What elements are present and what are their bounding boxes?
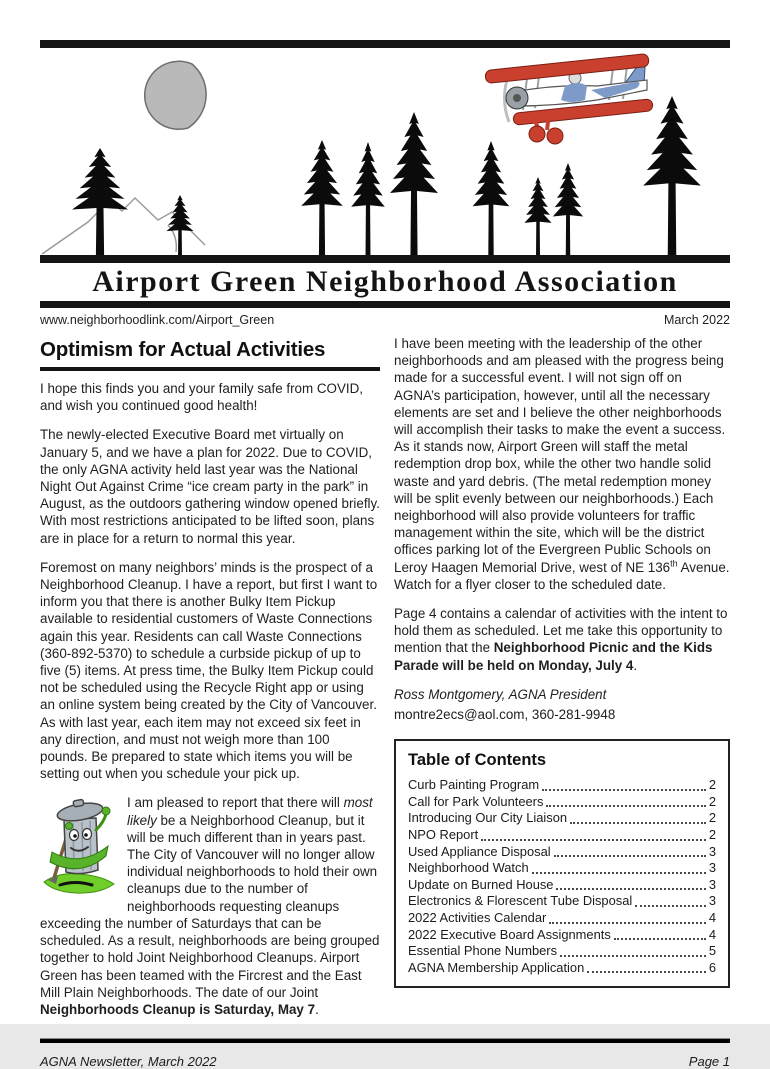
toc-entry-page: 3: [708, 843, 716, 859]
toc-entry: [408, 927, 716, 944]
toc-entry-page: 5: [708, 943, 716, 959]
paragraph-with-mascot: [40, 794, 380, 1018]
toc-entry: [408, 810, 716, 827]
masthead-info-row: [40, 313, 730, 327]
toc-leader-dots: [549, 922, 706, 924]
paragraph: I hope this finds you and your family safe from COVID, and wish you continued good health!: [40, 381, 364, 414]
paragraph-text: Avenue. Watch for a flyer closer to the scheduled date.: [394, 559, 730, 592]
toc-entry-label: Electronics & Florescent Tube Disposal: [408, 893, 633, 909]
left-column: [40, 335, 380, 1030]
title-rule: [40, 301, 730, 308]
paragraph-text-bold: Neighborhood Picnic and the Kids Parade will be held on Monday, July 4: [394, 640, 713, 673]
paragraph-text-italic: most likely: [127, 795, 373, 828]
toc-entry-label: 2022 Activities Calendar: [408, 910, 547, 926]
toc-leader-dots: [554, 855, 706, 857]
toc-title: Table of Contents: [408, 751, 547, 770]
paragraph-text: I am pleased to report that there will: [127, 795, 344, 811]
toc-entry-page: 4: [708, 910, 716, 926]
toc-entry: [408, 960, 716, 977]
paragraph: The newly-elected Executive Board met virtually on January 5, and we have a plan for 2022. Due to COVID, the only AGNA activity held last year was the National Night Out Against Crime “ice cream party in the park” in August, as the outdoors gathering window opened briefly. With most restrictions anticipated to be lifted soon, plans are in place for a return to normal this year.: [40, 427, 380, 546]
toc-entry: [408, 860, 716, 877]
toc-entry-label: Essential Phone Numbers: [408, 943, 558, 959]
toc-leader-dots: [532, 872, 706, 874]
article-heading: Optimism for Actual Activities: [40, 338, 326, 361]
toc-leader-dots: [556, 888, 705, 890]
paragraph: Foremost on many neighbors’ minds is the prospect of a Neighborhood Cleanup. I have a report, but first I want to inform you that there is another Bulky Item Pickup available to residential customers of Waste Connections again this year. Residents can call Waste Connections (360-892-5370) to schedule a curbside pickup of up to five (5) items. At press time, the Bulky Item Pickup could not be scheduled using the Recycle Right app or using an online system being created by the City of Vancouver. As with last year, each item may not exceed six feet in any direction, and must not weigh more than 100 pounds. Be prepared to state which items you will be setting out when you schedule your pick up.: [40, 559, 378, 782]
toc-leader-dots: [614, 938, 706, 940]
toc-entry-page: 6: [708, 959, 716, 975]
toc-entry: [408, 777, 716, 794]
masthead-ground-bar: [40, 255, 730, 263]
paragraph-text: .: [633, 657, 638, 673]
footer-newsletter-label: AGNA Newsletter, March 2022: [40, 1054, 217, 1069]
toc-entry: [408, 910, 716, 927]
toc-leader-dots: [542, 789, 706, 791]
paragraph-text-bold: Neighborhoods Cleanup is Saturday, May 7: [40, 1001, 316, 1017]
toc-entry-page: 3: [708, 893, 716, 909]
toc-entry-page: 4: [708, 926, 716, 942]
toc-leader-dots: [546, 805, 705, 807]
heading-rule: [40, 367, 380, 371]
toc-entry-page: 2: [708, 777, 716, 793]
masthead-top-bar: [40, 40, 730, 48]
paragraph: [394, 605, 730, 674]
right-column: [394, 335, 730, 1030]
page-footer: [40, 1054, 730, 1069]
toc-entry-label: AGNA Membership Application: [408, 959, 585, 975]
toc-entry-label: Used Appliance Disposal: [408, 843, 551, 859]
table-of-contents: [394, 739, 730, 988]
toc-entry: [408, 794, 716, 811]
toc-entry-page: 2: [708, 793, 716, 809]
paragraph-text: I have been meeting with the leadership of the other neighborhoods and am pleased with the progress being made for a successful event. I will not sign off on AGNA’s participation, however, until all the necessary elements are set and I believe the other neighborhoods will accomplish their tasks to make the event a success. As it stands now, Airport Green will staff the metal redemption drop box, while the other two handle solid waste and yard debris. (The metal redemption money will be split evenly between our neighborhoods.) Each neighborhood will also provide volunteers for traffic management within the site, which will be the district offices parking lot of the Evergreen Public Schools on Leroy Haagen Memorial Drive, west of NE 136: [394, 336, 726, 575]
paragraph-text: be a Neighborhood Cleanup, but it will be much different than in years past. The City of Vancouver will no longer allow individual neighborhoods to hold their own cleanups due to the number of neighborhoods requesting cleanups exceeding the number of Saturdays that can be scheduled. As a result, neighborhoods are being grouped together to hold Joint Neighborhood Cleanups. Airport Green has been teamed with the Fircrest and the East Mill Plain Neighborhoods. The date of our Joint: [40, 812, 380, 1000]
toc-leader-dots: [635, 905, 706, 907]
toc-entry-page: 3: [708, 860, 716, 876]
toc-entry: [408, 893, 716, 910]
toc-entry-page: 2: [708, 827, 716, 843]
footer-rule: [40, 1038, 730, 1043]
issue-date: March 2022: [663, 313, 730, 327]
author-contact: montre2ecs@aol.com, 360-281-9948: [394, 707, 616, 723]
masthead-illustration: [40, 40, 730, 265]
toc-leader-dots: [481, 839, 706, 841]
toc-entry-label: Update on Burned House: [408, 876, 554, 892]
trash-can-mascot-icon: [40, 796, 118, 898]
toc-entry-label: 2022 Executive Board Assignments: [408, 926, 611, 942]
toc-leader-dots: [570, 822, 706, 824]
biplane-icon: [485, 53, 653, 144]
toc-entry: [408, 943, 716, 960]
toc-leader-dots: [560, 955, 706, 957]
toc-entry-page: 3: [708, 876, 716, 892]
article-columns: [40, 335, 730, 1030]
paragraph: [394, 335, 730, 593]
toc-entry-label: Call for Park Volunteers: [408, 793, 544, 809]
toc-leader-dots: [587, 971, 706, 973]
newsletter-title: Airport Green Neighborhood Association: [92, 265, 678, 298]
author-byline: Ross Montgomery, AGNA President: [394, 686, 607, 702]
toc-entry-label: Curb Painting Program: [408, 777, 540, 793]
toc-entry: [408, 877, 716, 894]
toc-entry-label: NPO Report: [408, 827, 479, 843]
toc-entry: [408, 844, 716, 861]
ordinal-superscript: th: [670, 558, 678, 569]
toc-entry: [408, 827, 716, 844]
toc-entry-page: 2: [708, 810, 716, 826]
toc-entry-label: Neighborhood Watch: [408, 860, 529, 876]
footer-page-number: Page 1: [688, 1054, 730, 1069]
paragraph-text: Page 4 contains a calendar of activities with the intent to hold them as scheduled. Let me take this opportunity to mention that the: [394, 606, 728, 656]
moon-icon: [145, 61, 206, 129]
paragraph-text: .: [315, 1001, 319, 1017]
toc-entry-label: Introducing Our City Liaison: [408, 810, 568, 826]
newsletter-url: www.neighborhoodlink.com/Airport_Green: [40, 313, 275, 327]
